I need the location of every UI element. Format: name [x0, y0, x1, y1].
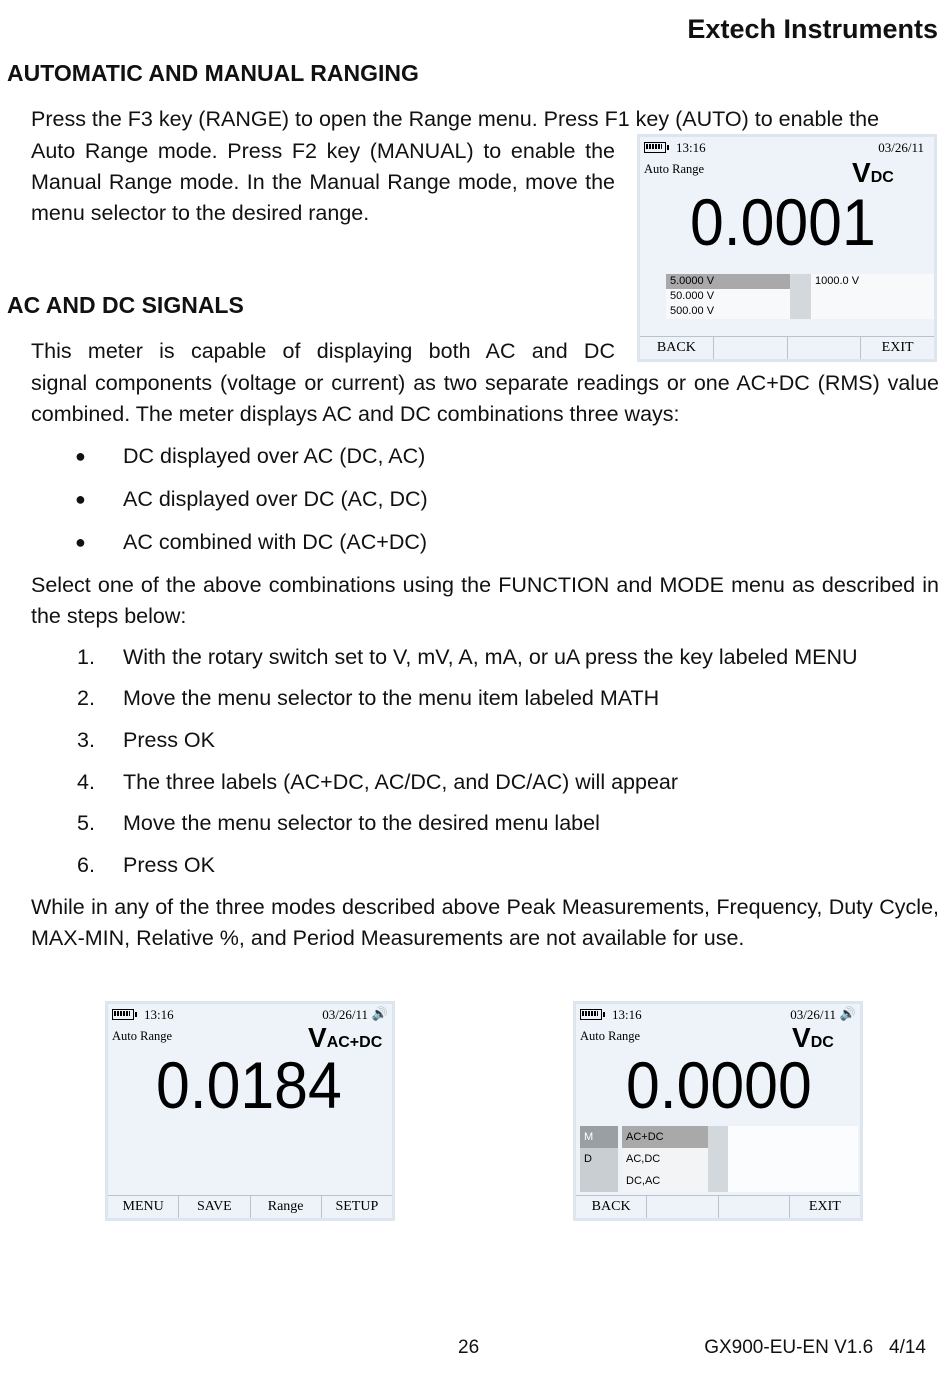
softkey-menu[interactable]: MENU: [108, 1196, 179, 1218]
step-item: Press OK: [123, 728, 215, 752]
meter-date: 03/26/11: [322, 1007, 368, 1022]
battery-icon: [644, 142, 666, 153]
section-heading-ranging: AUTOMATIC AND MANUAL RANGING: [7, 60, 419, 86]
softkey-blank[interactable]: [714, 337, 788, 359]
ranging-text-line1: Press the F3 key (RANGE) to open the Range menu. Press F1 key (AUTO) to enable the: [31, 107, 880, 131]
meter-mode: Auto Range: [112, 1029, 173, 1043]
math-side-panel: [580, 1126, 618, 1192]
softkey-blank[interactable]: [647, 1196, 718, 1218]
math-option-ac-dc[interactable]: AC,DC: [626, 1153, 661, 1165]
meter-acdc-screenshot: [105, 1001, 395, 1221]
softkey-save[interactable]: SAVE: [179, 1196, 250, 1218]
page-number: 26: [458, 1337, 480, 1358]
brand-header: Extech Instruments: [687, 14, 938, 44]
speaker-icon: 🔊: [371, 1007, 388, 1022]
bullet-item: DC displayed over AC (DC, AC): [123, 444, 426, 468]
meter-unit: VAC+DC: [308, 1022, 383, 1053]
document-id: GX900-EU-EN V1.6 4/14: [704, 1337, 926, 1358]
meter-reading: 0.0001: [690, 185, 876, 259]
range-menu-right: [811, 274, 935, 319]
range-option[interactable]: 5.0000 V: [666, 274, 790, 289]
bullet-icon: ●: [75, 532, 86, 552]
math-menu: [622, 1126, 708, 1192]
step-number: 3.: [77, 728, 95, 752]
meter-status-bar: [576, 1004, 860, 1026]
math-option-acdc[interactable]: AC+DC: [622, 1126, 708, 1148]
range-menu-divider: [790, 274, 811, 319]
acdc-text-line1: This meter is capable of displaying both AC and DC: [31, 339, 615, 363]
step-item: With the rotary switch set to V, mV, A, mA, or uA press the key labeled MENU: [123, 645, 858, 669]
select-instructions: Select one of the above combinations using the FUNCTION and MODE menu as described in the steps below:: [31, 573, 939, 628]
step-item: Press OK: [123, 853, 215, 877]
step-number: 1.: [77, 645, 95, 669]
meter-unit: VDC: [792, 1022, 834, 1053]
side-label: M: [580, 1126, 618, 1148]
side-label: D: [584, 1153, 592, 1165]
meter-softkeys: [640, 336, 934, 359]
step-item: Move the menu selector to the menu item labeled MATH: [123, 686, 660, 710]
meter-time: 13:16: [144, 1007, 174, 1022]
step-number: 2.: [77, 686, 95, 710]
softkey-exit[interactable]: EXIT: [881, 340, 914, 355]
math-menu-divider: [708, 1126, 728, 1192]
meter-date: 03/26/11: [878, 140, 924, 155]
battery-icon: [580, 1009, 602, 1020]
bullet-item: AC displayed over DC (AC, DC): [123, 487, 428, 511]
step-number: 6.: [77, 853, 95, 877]
meter-softkeys: [576, 1195, 860, 1218]
softkey-blank[interactable]: [719, 1196, 790, 1218]
meter-time: 13:16: [612, 1007, 642, 1022]
meter-status-bar: [108, 1004, 392, 1026]
meter-math-screenshot: [573, 1001, 863, 1221]
math-option-dc-ac[interactable]: DC,AC: [626, 1175, 661, 1187]
step-number: 5.: [77, 811, 95, 835]
softkey-back[interactable]: BACK: [576, 1196, 647, 1218]
step-number: 4.: [77, 770, 95, 794]
meter-unit: VDC: [852, 157, 894, 188]
step-item: The three labels (AC+DC, AC/DC, and DC/AC) will appear: [123, 770, 679, 794]
meter-reading: 0.0000: [626, 1048, 812, 1122]
softkey-blank[interactable]: [788, 337, 862, 359]
step-item: Move the menu selector to the desired menu label: [123, 811, 600, 835]
softkey-range[interactable]: Range: [251, 1196, 322, 1218]
range-option[interactable]: 500.00 V: [670, 305, 715, 317]
meter-range-screenshot: [637, 134, 937, 362]
math-menu-right: [728, 1126, 858, 1192]
softkey-exit[interactable]: EXIT: [808, 1199, 841, 1214]
softkey-setup[interactable]: SETUP: [335, 1199, 379, 1214]
meter-reading: 0.0184: [156, 1048, 342, 1122]
range-option[interactable]: 1000.0 V: [815, 275, 860, 287]
range-option[interactable]: 50.000 V: [670, 290, 715, 302]
bullet-item: AC combined with DC (AC+DC): [123, 530, 428, 554]
meter-date: 03/26/11: [790, 1007, 836, 1022]
range-menu-left: [666, 274, 790, 319]
softkey-back[interactable]: BACK: [640, 337, 714, 359]
meter-mode: Auto Range: [580, 1029, 641, 1043]
bullet-icon: ●: [75, 446, 86, 466]
ranging-text-wrap: Auto Range mode. Press F2 key (MANUAL) to enable the Manual Range mode. In the Manual Range mode, move the menu selector to the desired range.: [31, 139, 615, 225]
closing-paragraph: While in any of the three modes described above Peak Measurements, Frequency, Duty Cycle, MAX-MIN, Relative %, and Period Measurements are not available for use.: [31, 895, 939, 950]
section-heading-acdc: AC AND DC SIGNALS: [7, 292, 244, 318]
acdc-text-body: signal components (voltage or current) as two separate readings or one AC+DC (RMS) value combined. The meter displays AC and DC combinations three ways:: [31, 371, 939, 426]
meter-time: 13:16: [676, 140, 706, 155]
meter-softkeys: [108, 1195, 392, 1218]
speaker-icon: 🔊: [839, 1007, 856, 1022]
meter-status-bar: [640, 137, 934, 159]
meter-mode: Auto Range: [644, 162, 705, 176]
bullet-icon: ●: [75, 489, 86, 509]
battery-icon: [112, 1009, 134, 1020]
